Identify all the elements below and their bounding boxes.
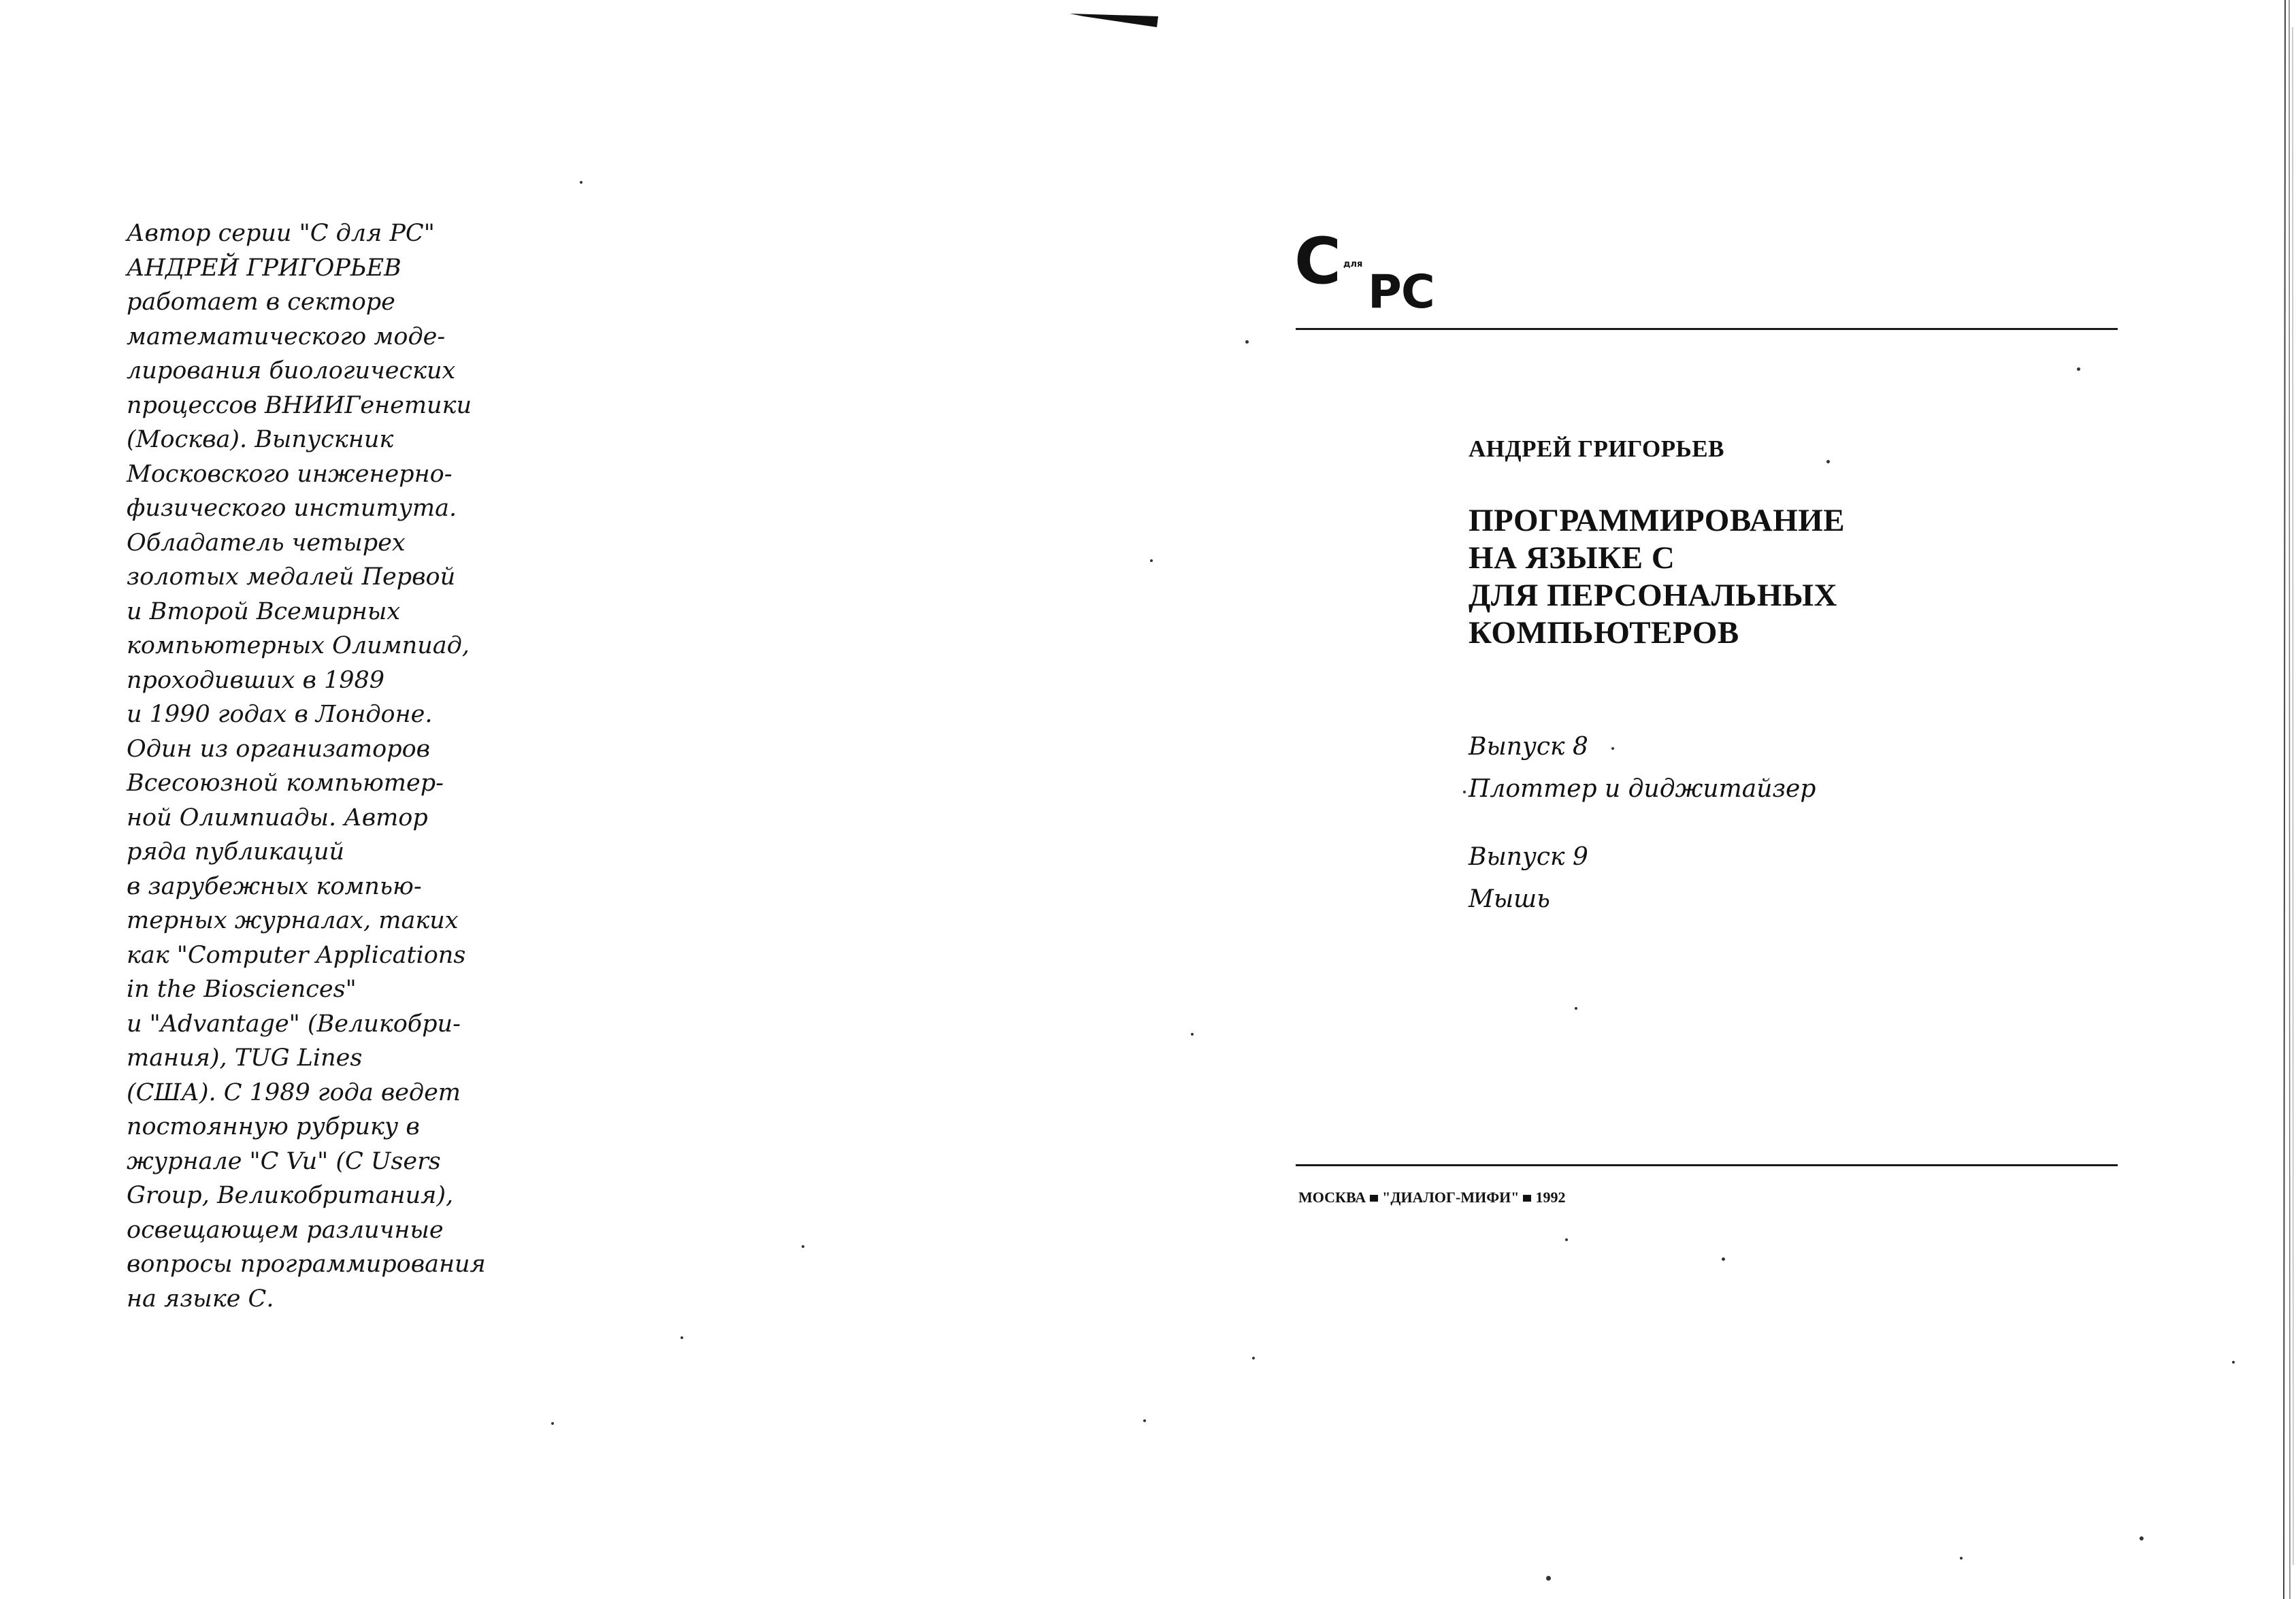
bio-line: (Москва). Выпускник <box>127 426 394 453</box>
scan-speck <box>1722 1257 1725 1261</box>
scan-speck <box>802 1245 804 1248</box>
bio-line: (США). С 1989 года ведет <box>127 1078 461 1106</box>
author-name: АНДРЕЙ ГРИГОРЬЕВ <box>1469 435 1724 462</box>
scan-speck <box>1143 1419 1146 1422</box>
bio-line: ряда публикаций <box>127 838 345 866</box>
scan-speck <box>1826 460 1830 463</box>
bio-line: журнале "C Vu" (C Users <box>127 1147 441 1175</box>
author-biography <box>127 216 508 1316</box>
square-bullet-icon <box>1370 1195 1378 1202</box>
scan-speck <box>1960 1557 1963 1560</box>
title-line: ПРОГРАММИРОВАНИЕ <box>1469 503 1846 538</box>
bio-line: Обладатель четырех <box>127 529 406 557</box>
bio-line: тания), TUG Lines <box>127 1044 363 1072</box>
issue-8-number: Выпуск 8 <box>1469 733 1588 761</box>
bio-line: и Второй Всемирных <box>127 597 401 625</box>
bio-line: процессов ВНИИГенетики <box>127 391 472 419</box>
bio-line: проходивших в 1989 <box>127 666 385 694</box>
imprint-publisher: "ДИАЛОГ-МИФИ" <box>1382 1189 1520 1206</box>
bio-line: как "Computer Applications <box>127 941 466 969</box>
scan-speck <box>580 181 583 184</box>
scan-speck <box>1245 340 1249 344</box>
bio-line: Один из организаторов <box>127 735 431 763</box>
scan-speck <box>2232 1361 2235 1364</box>
bio-line: освещающем различные <box>127 1216 444 1244</box>
scan-speck <box>1150 559 1153 562</box>
scan-speck <box>1546 1576 1551 1581</box>
bio-line: Всесоюзной компьютер- <box>127 770 444 797</box>
scan-speck <box>2077 367 2080 371</box>
issue-9-name: Мышь <box>1469 885 1550 913</box>
bio-line: ной Олимпиады. Автор <box>127 804 428 831</box>
title-line: ДЛЯ ПЕРСОНАЛЬНЫХ <box>1469 578 1837 613</box>
bio-line: in the Biosciences" <box>127 976 357 1003</box>
bio-line: золотых медалей Первой <box>127 563 456 591</box>
imprint <box>1298 1188 1565 1207</box>
scan-speck <box>1252 1357 1255 1359</box>
title-line: НА ЯЗЫКЕ С <box>1469 540 1675 576</box>
series-logo-pc: PC <box>1368 265 1434 319</box>
bio-line: Автор серии "C для PC" <box>127 220 435 247</box>
top-rule <box>1296 328 2118 330</box>
scan-speck <box>1191 1033 1194 1036</box>
square-bullet-icon <box>1523 1195 1531 1202</box>
bio-line: физического института. <box>127 495 457 522</box>
bio-line: компьютерных Олимпиад, <box>127 632 470 659</box>
scan-speck <box>1611 747 1614 750</box>
issue-9-number: Выпуск 9 <box>1469 843 1588 871</box>
book-title <box>1469 502 1845 652</box>
scan-speck <box>1565 1238 1568 1241</box>
scan-speck <box>551 1422 554 1425</box>
scan-speck <box>2139 1536 2144 1540</box>
bio-line: Group, Великобритания), <box>127 1182 454 1209</box>
scan-speck <box>1575 1007 1577 1010</box>
series-logo-c: C <box>1294 225 1340 299</box>
bio-line: АНДРЕЙ ГРИГОРЬЕВ <box>127 254 401 282</box>
scan-speck <box>680 1336 683 1339</box>
bio-line: математического моде- <box>127 323 446 350</box>
issue-8-name: Плоттер и диджитайзер <box>1469 775 1816 803</box>
scan-wedge-mark <box>1070 10 1158 30</box>
imprint-city: МОСКВА <box>1298 1189 1366 1206</box>
bio-line: лирования биологических <box>127 357 456 384</box>
bio-line: на языке С. <box>127 1285 274 1313</box>
page-edge-shadow <box>2281 0 2296 1599</box>
bottom-rule <box>1296 1164 2118 1166</box>
series-logo <box>1294 225 1498 319</box>
bio-line: постоянную рубрику в <box>127 1113 420 1140</box>
bio-line: терных журналах, таких <box>127 907 459 934</box>
series-logo-dlya: для <box>1343 259 1363 269</box>
bio-line: и 1990 годах в Лондоне. <box>127 701 433 728</box>
scan-speck <box>1463 791 1466 793</box>
imprint-year: 1992 <box>1535 1189 1566 1206</box>
bio-line: вопросы программирования <box>127 1251 486 1278</box>
bio-line: и "Advantage" (Великобри- <box>127 1010 461 1038</box>
bio-line: работает в секторе <box>127 289 395 316</box>
bio-line: в зарубежных компью- <box>127 872 422 900</box>
title-line: КОМПЬЮТЕРОВ <box>1469 615 1739 650</box>
bio-line: Московского инженерно- <box>127 460 453 488</box>
